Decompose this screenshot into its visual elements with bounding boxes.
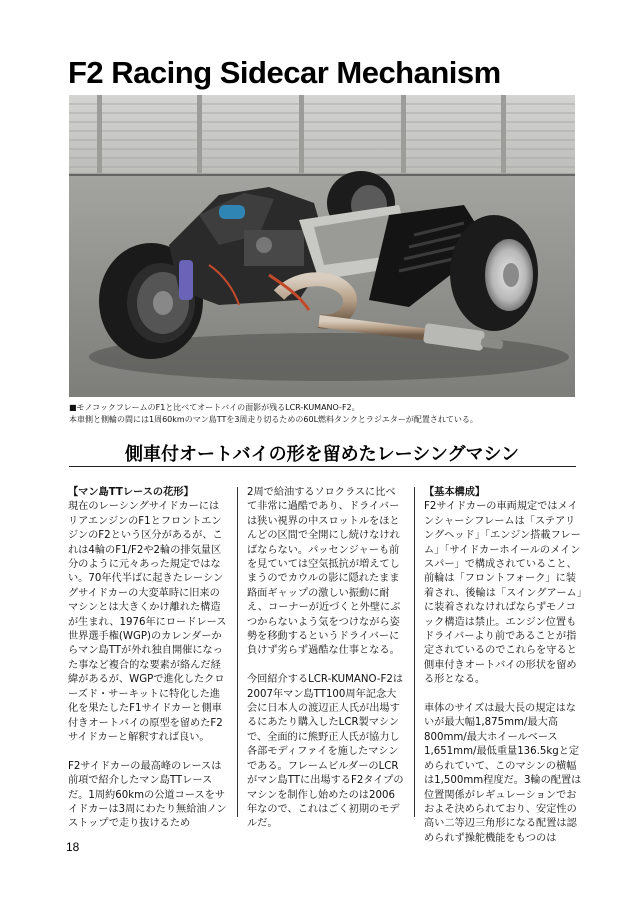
section-subhead-isle-of-man: 【マン島TTレースの花形】 bbox=[68, 487, 194, 498]
paragraph: 今回紹介するLCR-KUMANO-F2は2007年マン島TT100周年記念大会に日本人の渡辺正人氏が出場するにあたり購入したLCR製マシンで、全面的に熊野正人氏が協力し各部モディファイを施したマシンである。フレームビルダーのLCRがマン島TTに出場するF2タイプのマシンを制作し始めたのは2006年なので、これはごく初期のモデルだ。 bbox=[247, 674, 404, 830]
caption-line-1: ■モノコックフレームのF1と比べてオートバイの面影が残るLCR-KUMANO-F2。 bbox=[69, 403, 360, 412]
sidecar-photo bbox=[69, 95, 575, 397]
column-divider bbox=[414, 487, 415, 817]
column-2 bbox=[247, 486, 405, 830]
article-heading: 側車付オートバイの形を留めたレーシングマシン bbox=[124, 444, 520, 465]
column-1 bbox=[68, 486, 228, 830]
page-number: 18 bbox=[66, 840, 80, 854]
column-divider bbox=[237, 487, 238, 817]
caption-line-2: 本車側と側輪の間には1周60kmのマン島TTを3周走り切るための60L燃料タンクとラジエターが配置されている。 bbox=[69, 415, 478, 424]
photo-caption bbox=[69, 402, 589, 426]
column-3 bbox=[424, 486, 582, 844]
paragraph: F2サイドカーの車両規定ではメインシャーシフレームは「ステアリングヘッド」「エンジン搭載フレーム」「サイドカーホイールのメインスパー」で構成されていること、前輪は「フロントフォーク」に装着され、後輪は「スイングアーム」に装着されなければならずモノコック構造は禁止。エンジン位置もドライバーより前であることが指定されているのでこれらを守ると側車付きオートバイの形状を留める形となる。 bbox=[424, 501, 582, 686]
page-title: F2 Racing Sidecar Mechanism bbox=[68, 55, 501, 90]
section-subhead-basic-structure: 【基本構成】 bbox=[424, 487, 486, 498]
paragraph: F2サイドカーの最高峰のレースは前項で紹介したマン島TTレースだ。1周約60kmの公道コースをサイドカーは3周にわたり無給油ノンストップで走り抜けるため bbox=[68, 760, 227, 830]
paragraph: 現在のレーシングサイドカーにはリアエンジンのF1とフロントエンジンのF2という区分があるが、これは4輪のF1/F2や2輪の排気量区分のように元々あった規定ではない。70年代半ばに起きたレーシングサイドカーの大変革時に旧来のマシンとは大きくかけ離れた構造が生まれ、1976年にロードレース世界選手権(WGP)のカレンダーからマン島TTが外れ独自開催になった事など複合的な要素が絡んだ経緯があるが、WGPで進化したクローズド・サーキットに特化した進化を果たしたF1サイドカーと側車付きオートバイの原型を留めたF2サイドカーと解釈すれば良い。 bbox=[68, 501, 227, 743]
paragraph: 2周で給油するソロクラスに比べて非常に過酷であり、ドライバーは狭い視界の中スロットルをほとんどの区間で全開にし続けなければならない。パッセンジャーも前を見ていては空気抵抗が増えてしまうのでカウルの影に隠れたまま路面ギャップの激しい振動に耐え、コーナーが近づくと外壁にぶつからないよう気をつけながら姿勢を移動するというドライバーに負けず劣らず過酷な仕事となる。 bbox=[247, 487, 401, 657]
heading-divider bbox=[69, 466, 576, 467]
paragraph: 車体のサイズは最大長の規定はないが最大幅1,875mm/最大高800mm/最大ホイールベース1,651mm/最低重量136.5kgと定められていて、このマシンの横幅は1,500mm程度だ。3輪の配置は位置関係がレギュレーションでおおよそ決められており、安定性の高い二等辺三角形になる配置は認められず操舵機能をもつのは bbox=[424, 703, 582, 844]
